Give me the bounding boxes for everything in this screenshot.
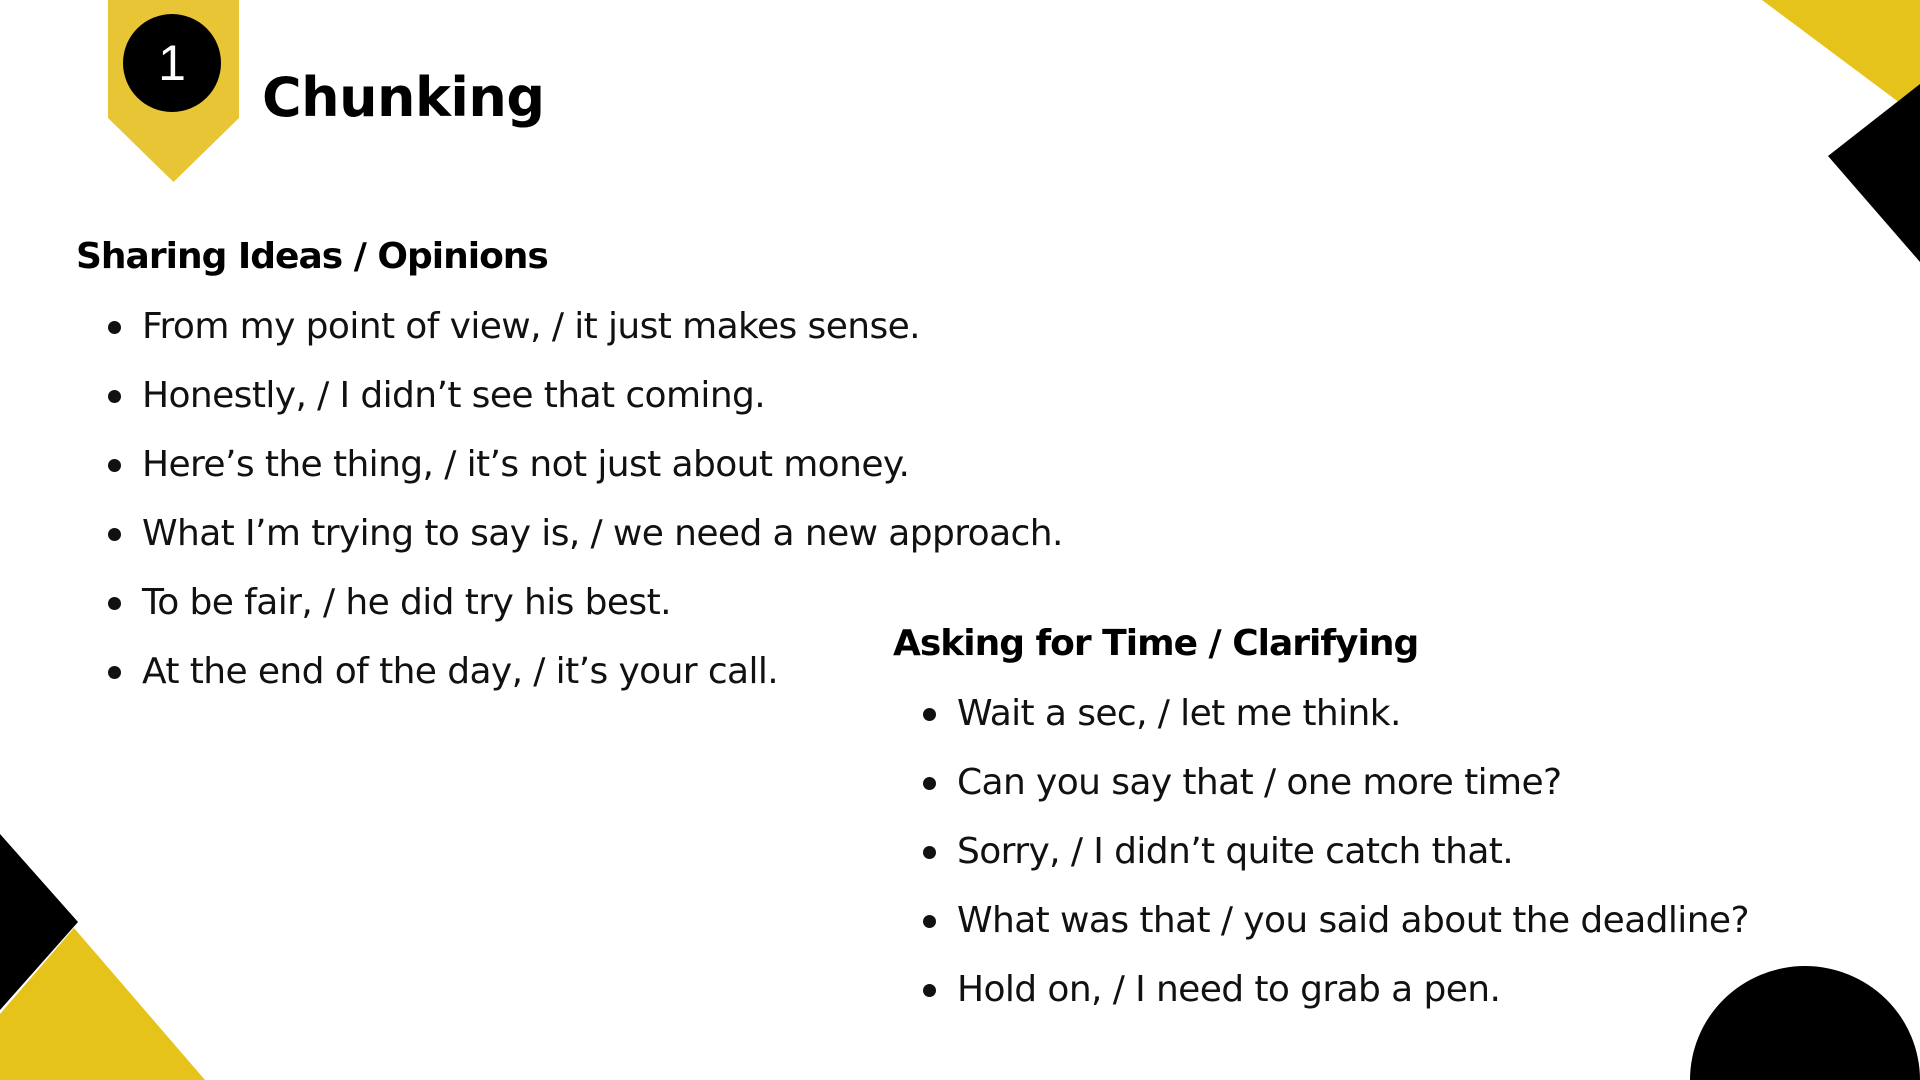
top-right-black-diamond: [1828, 84, 1920, 262]
bullet-icon: [923, 984, 936, 997]
phrase-text: What I’m trying to say is, / we need a new approach.: [142, 513, 1063, 554]
section-heading-asking: Asking for Time / Clarifying: [893, 623, 1419, 664]
phrase-text: Wait a sec, / let me think.: [957, 693, 1401, 734]
phrase-text: Sorry, / I didn’t quite catch that.: [957, 831, 1514, 872]
list-item: [921, 822, 1749, 891]
slide-number: 1: [158, 35, 186, 91]
list-item: [106, 297, 1063, 366]
bullet-icon: [108, 459, 121, 472]
list-item: [106, 366, 1063, 435]
phrase-text: Honestly, / I didn’t see that coming.: [142, 375, 766, 416]
bullet-icon: [923, 915, 936, 928]
bullet-icon: [108, 321, 121, 334]
list-item: [921, 960, 1749, 1029]
phrase-text: To be fair, / he did try his best.: [142, 582, 671, 623]
bullet-icon: [108, 528, 121, 541]
phrase-text: From my point of view, / it just makes sense.: [142, 306, 921, 347]
bullet-icon: [923, 846, 936, 859]
phrase-list-asking: [921, 684, 1749, 1029]
section-heading-sharing: Sharing Ideas / Opinions: [76, 236, 548, 277]
bullet-icon: [108, 597, 121, 610]
bullet-icon: [108, 666, 121, 679]
phrase-text: Can you say that / one more time?: [957, 762, 1562, 803]
list-item: [921, 891, 1749, 960]
list-item: [921, 684, 1749, 753]
list-item: [106, 435, 1063, 504]
phrase-text: Hold on, / I need to grab a pen.: [957, 969, 1501, 1010]
bottom-left-yellow-triangle: [0, 928, 205, 1080]
bullet-icon: [923, 708, 936, 721]
list-item: [106, 504, 1063, 573]
phrase-text: At the end of the day, / it’s your call.: [142, 651, 779, 692]
slide-title: Chunking: [262, 66, 545, 129]
phrase-text: Here’s the thing, / it’s not just about money.: [142, 444, 910, 485]
bullet-icon: [108, 390, 121, 403]
bullet-icon: [923, 777, 936, 790]
list-item: [921, 753, 1749, 822]
phrase-text: What was that / you said about the deadline?: [957, 900, 1749, 941]
